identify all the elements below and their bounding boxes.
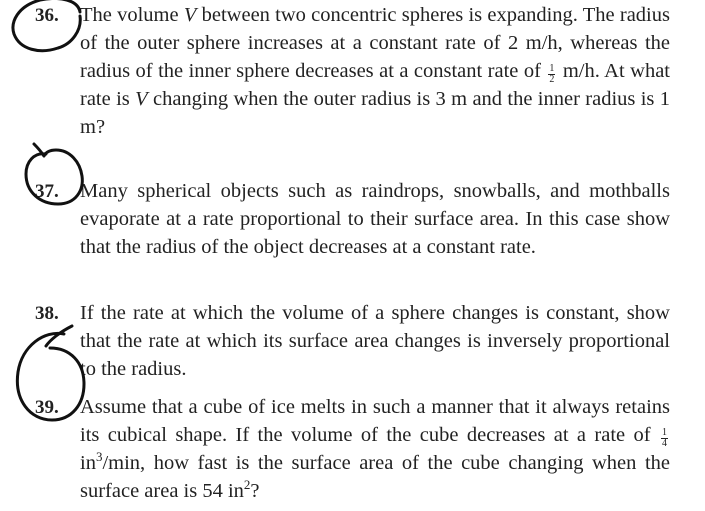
fraction-one-half [548,64,555,85]
numerator: 1 [549,63,555,74]
fraction-one-quarter [661,428,668,449]
exponent: 3 [95,449,103,465]
text-run: in [80,452,96,474]
numerator: 1 [662,427,667,438]
denominator: 4 [662,438,667,449]
text-run: ? [250,480,260,502]
problem-number: 37. [35,181,59,202]
variable-v: V [183,4,197,26]
exponent: 2 [243,477,251,493]
text-run: Assume that a cube of ice melts in such a manner that it always retains its cubical shape. If the volume of the cube decreases at a rate of [80,396,670,446]
problem-text [80,393,670,505]
text-run: changing when the outer radius is 3 m and the inner radius is 1 m? [80,88,670,138]
problem-text [80,1,670,141]
denominator: 2 [549,74,555,85]
problem-number: 38. [35,303,59,324]
text-run: /min, how fast is the surface area of the cube changing when the surface area is 54 in [80,452,670,502]
text-run: The volume [80,4,184,26]
variable-v: V [135,88,148,110]
text-run: between two concentric spheres is expanding. The radius of the outer sphere increases at a constant rate of 2 m/h, whereas the radius of the inner sphere decreases at a constant rate of [80,4,670,82]
problem-number: 39. [35,397,59,418]
problem-text: If the rate at which the volume of a sphere changes is constant, show that the rate at which its surface area changes is inversely proportional to the radius. [80,302,670,380]
problem-text: Many spherical objects such as raindrops, snowballs, and mothballs evaporate at a rate proportional to their surface area. In this case show that the radius of the object decreases at a constant rate. [80,180,670,258]
problem-number: 36. [35,5,59,26]
text-run: m/h. At what rate is [80,60,670,110]
